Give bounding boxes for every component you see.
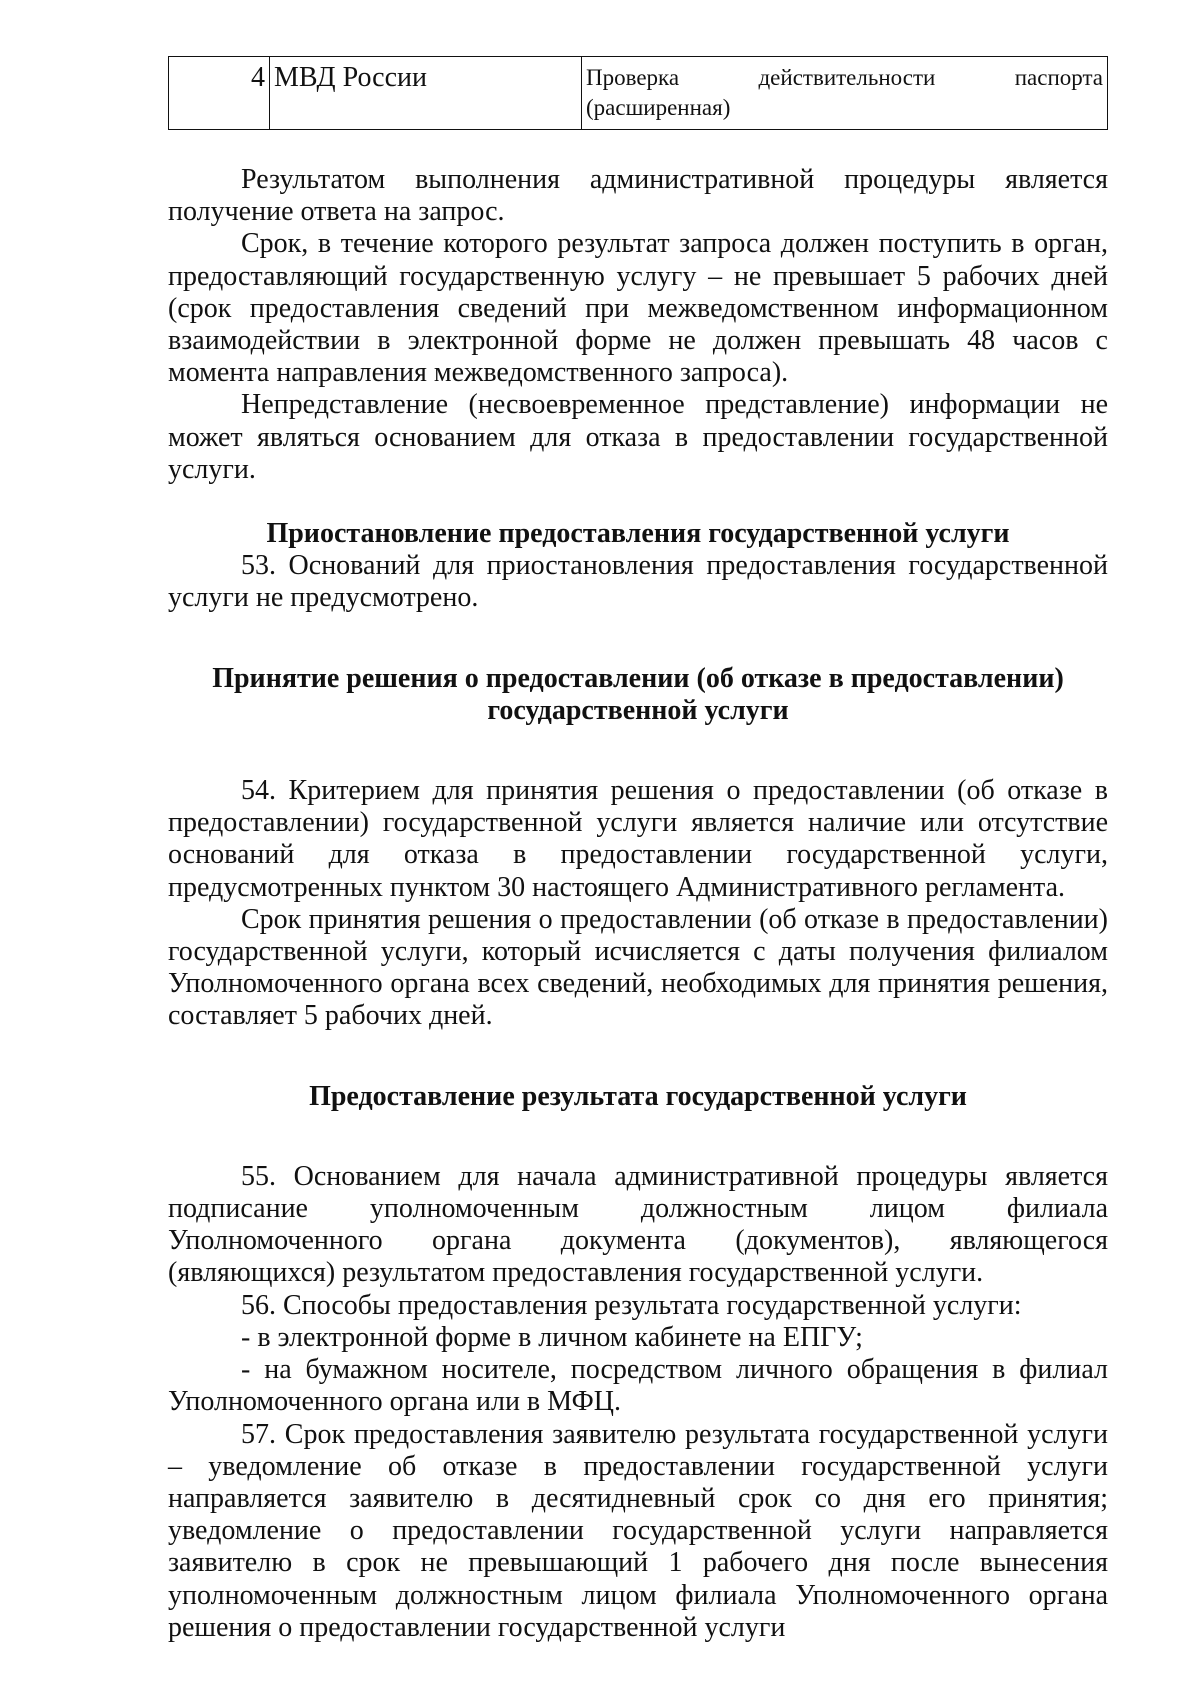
section-heading-result: Предоставление результата государственной услуги: [309, 1080, 967, 1112]
section-heading-suspension: Приостановление предоставления государственной услуги: [266, 518, 1010, 550]
paragraph-56: 56. Способы предоставления результата государственной услуги:: [241, 1289, 1022, 1321]
paragraph-55: 55. Основанием для начала административной процедуры является подписание уполномоченным должностным лицом филиала Уполномоченного органа документа (документов), являющегося (являющихся) результатом предоставления государственной услуги.: [168, 1160, 1108, 1289]
service-word-2: действительности: [758, 65, 936, 90]
paragraph-deadline: Срок, в течение которого результат запроса должен поступить в орган, предоставляющий государственную услугу – не превышает 5 рабочих дней (срок предоставления сведений при межведомственном информационном взаимодействии в электронной форме не должен превышать 48 часов с момента направления межведомственного запроса).: [168, 228, 1108, 389]
service-line-1: [586, 63, 1103, 93]
paragraph-56-paper: - на бумажном носителе, посредством личного обращения в филиал Уполномоченного органа или в МФЦ.: [168, 1354, 1108, 1418]
paragraph-result: Результатом выполнения административной процедуры является получение ответа на запрос.: [168, 164, 1108, 228]
paragraph-56-electronic: - в электронной форме в личном кабинете на ЕПГУ;: [241, 1321, 863, 1353]
paragraph-53: 53. Оснований для приостановления предоставления государственной услуги не предусмотрено.: [168, 550, 1108, 614]
paragraph-54-term: Срок принятия решения о предоставлении (об отказе в предоставлении) государственной услуги, который исчисляется с даты получения филиалом Уполномоченного органа всех сведений, необходимых для принятия решения, составляет 5 рабочих дней.: [168, 903, 1108, 1032]
document-page: [168, 56, 1108, 1644]
paragraph-non-submission: Непредставление (несвоевременное представление) информации не может являться основанием для отказа в предоставлении государственной услуги.: [168, 389, 1108, 485]
paragraph-54: 54. Критерием для принятия решения о предоставлении (об отказе в предоставлении) государственной услуги является наличие или отсутствие оснований для отказа в предоставлении государственной услуги, предусмотренных пунктом 30 настоящего Административного регламента.: [168, 775, 1108, 903]
paragraph-57: 57. Срок предоставления заявителю результата государственной услуги – уведомление об отказе в предоставлении государственной услуги направляется заявителю в десятидневный срок со дня его принятия; уведомление о предоставлении государственной услуги направляется заявителю в срок не превышающий 1 рабочего дня после вынесения уполномоченным должностным лицом филиала Уполномоченного органа решения о предоставлении государственной услуги: [168, 1418, 1108, 1643]
section-heading-decision-line1: Принятие решения о предоставлении (об отказе в предоставлении): [212, 662, 1064, 694]
row-organization: МВД России: [270, 57, 582, 130]
service-line-2: (расширенная): [586, 95, 731, 120]
table-row: [169, 57, 1108, 130]
service-word-3: паспорта: [1014, 65, 1103, 90]
service-word-1: Проверка: [586, 65, 680, 90]
section-heading-decision-line2: государственной услуги: [487, 694, 789, 726]
row-number: 4: [169, 57, 270, 130]
agency-table: [168, 56, 1108, 130]
row-service: [582, 57, 1108, 130]
document-body: [168, 164, 1108, 1644]
